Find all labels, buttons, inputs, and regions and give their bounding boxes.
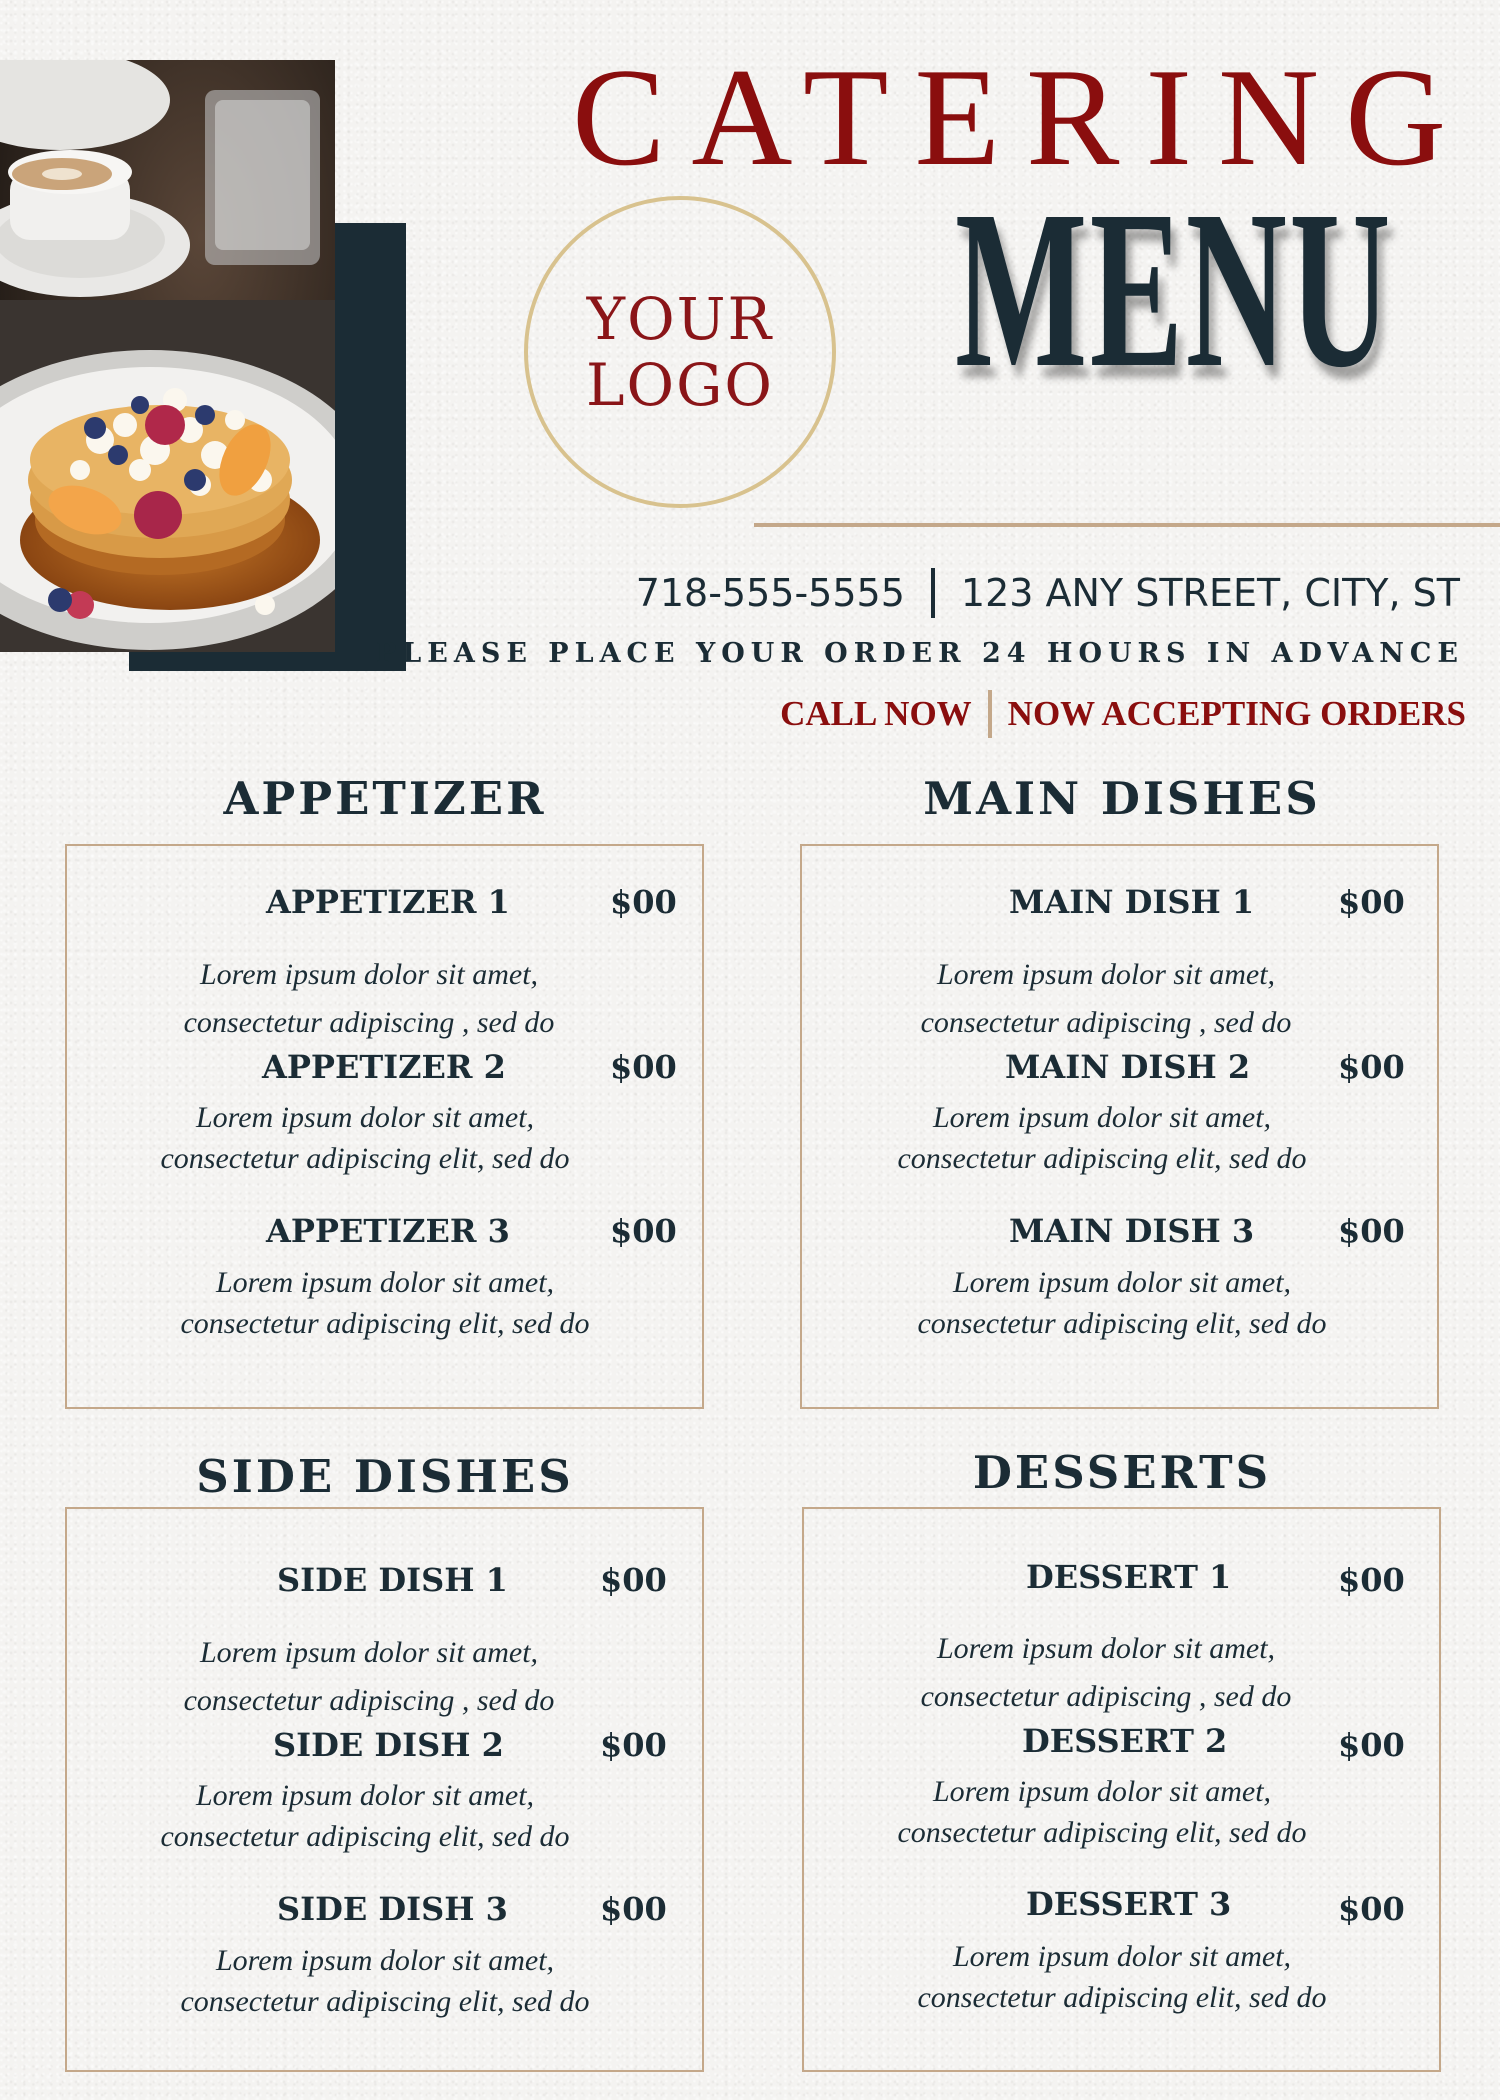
- logo-line-2: LOGO: [586, 351, 774, 419]
- call-to-action: [780, 690, 1466, 738]
- call-now-text: CALL NOW: [780, 694, 972, 733]
- item-description-line: Lorem ipsum dolor sit amet,: [215, 1266, 555, 1299]
- logo-placeholder: [524, 196, 836, 508]
- item-name: MAIN DISH 2: [1005, 1048, 1251, 1086]
- item-description-line: consectetur adipiscing elit, sed do: [897, 1142, 1307, 1175]
- item-description: [786, 1625, 1426, 1721]
- item-price: $00: [1338, 1561, 1405, 1599]
- address: 123 ANY STREET, CITY, ST: [960, 571, 1460, 615]
- item-price: $00: [610, 883, 677, 921]
- item-price: $00: [610, 1212, 677, 1250]
- contact-line: [636, 568, 1460, 618]
- item-price: $00: [600, 1726, 667, 1764]
- item-name: DESSERT 3: [1026, 1885, 1232, 1923]
- cta-separator: [988, 690, 992, 738]
- section-title-side-dishes: SIDE DISHES: [196, 1450, 574, 1503]
- item-description-line: Lorem ipsum dolor sit amet,: [195, 1101, 535, 1134]
- item-description-line: consectetur adipiscing , sed do: [183, 1684, 555, 1717]
- item-description-line: Lorem ipsum dolor sit amet,: [932, 1775, 1272, 1808]
- item-description: [802, 1936, 1442, 2018]
- item-description-line: Lorem ipsum dolor sit amet,: [215, 1944, 555, 1977]
- section-title-appetizer: APPETIZER: [223, 772, 547, 825]
- item-name: APPETIZER 2: [262, 1048, 506, 1086]
- item-description: [802, 1262, 1442, 1344]
- item-description-line: Lorem ipsum dolor sit amet,: [195, 1779, 535, 1812]
- item-description-line: Lorem ipsum dolor sit amet,: [199, 1636, 539, 1669]
- item-description-line: consectetur adipiscing , sed do: [920, 1006, 1292, 1039]
- item-price: $00: [1338, 1726, 1405, 1764]
- item-description-line: Lorem ipsum dolor sit amet,: [952, 1940, 1292, 1973]
- item-description: [65, 1940, 705, 2022]
- item-name: SIDE DISH 2: [273, 1726, 504, 1764]
- item-description-line: consectetur adipiscing elit, sed do: [917, 1307, 1327, 1340]
- item-name: DESSERT 2: [1022, 1722, 1228, 1760]
- header-divider: [754, 523, 1500, 527]
- item-description: [786, 951, 1426, 1047]
- item-price: $00: [1338, 883, 1405, 921]
- item-description: [782, 1097, 1422, 1179]
- accepting-orders-text: NOW ACCEPTING ORDERS: [1007, 694, 1466, 733]
- item-description-line: consectetur adipiscing elit, sed do: [160, 1142, 570, 1175]
- food-photo: [0, 60, 335, 652]
- section-title-desserts: DESSERTS: [972, 1446, 1272, 1499]
- item-description-line: Lorem ipsum dolor sit amet,: [199, 958, 539, 991]
- item-price: $00: [1338, 1890, 1405, 1928]
- item-description: [49, 1629, 689, 1725]
- title-catering: CATERING: [572, 40, 1473, 195]
- item-name: SIDE DISH 1: [277, 1561, 508, 1599]
- item-description-line: consectetur adipiscing elit, sed do: [180, 1985, 590, 2018]
- item-name: SIDE DISH 3: [277, 1890, 508, 1928]
- item-price: $00: [1338, 1212, 1405, 1250]
- title-menu: MENU: [955, 164, 1394, 414]
- item-name: APPETIZER 3: [266, 1212, 510, 1250]
- item-name: MAIN DISH 1: [1009, 883, 1255, 921]
- contact-separator: [931, 568, 935, 618]
- item-description-line: consectetur adipiscing elit, sed do: [917, 1981, 1327, 2014]
- item-description: [49, 951, 689, 1047]
- item-description: [65, 1262, 705, 1344]
- item-name: MAIN DISH 3: [1009, 1212, 1255, 1250]
- item-description-line: consectetur adipiscing elit, sed do: [180, 1307, 590, 1340]
- item-description-line: consectetur adipiscing , sed do: [920, 1680, 1292, 1713]
- item-price: $00: [610, 1048, 677, 1086]
- item-description-line: Lorem ipsum dolor sit amet,: [932, 1101, 1272, 1134]
- section-title-main-dishes: MAIN DISHES: [923, 772, 1321, 825]
- item-description: [782, 1771, 1422, 1853]
- item-description: [45, 1097, 685, 1179]
- order-notice: PLEASE PLACE YOUR ORDER 24 HOURS IN ADVANCE: [376, 638, 1464, 669]
- item-name: APPETIZER 1: [266, 883, 510, 921]
- item-description-line: consectetur adipiscing , sed do: [183, 1006, 555, 1039]
- item-description-line: Lorem ipsum dolor sit amet,: [936, 958, 1276, 991]
- item-description: [45, 1775, 685, 1857]
- item-price: $00: [1338, 1048, 1405, 1086]
- item-name: DESSERT 1: [1026, 1558, 1232, 1596]
- item-description-line: Lorem ipsum dolor sit amet,: [936, 1632, 1276, 1665]
- item-price: $00: [600, 1561, 667, 1599]
- item-description-line: consectetur adipiscing elit, sed do: [897, 1816, 1307, 1849]
- logo-line-1: YOUR: [586, 285, 774, 353]
- item-description-line: Lorem ipsum dolor sit amet,: [952, 1266, 1292, 1299]
- phone-number: 718-555-5555: [635, 571, 905, 615]
- item-price: $00: [600, 1890, 667, 1928]
- item-description-line: consectetur adipiscing elit, sed do: [160, 1820, 570, 1853]
